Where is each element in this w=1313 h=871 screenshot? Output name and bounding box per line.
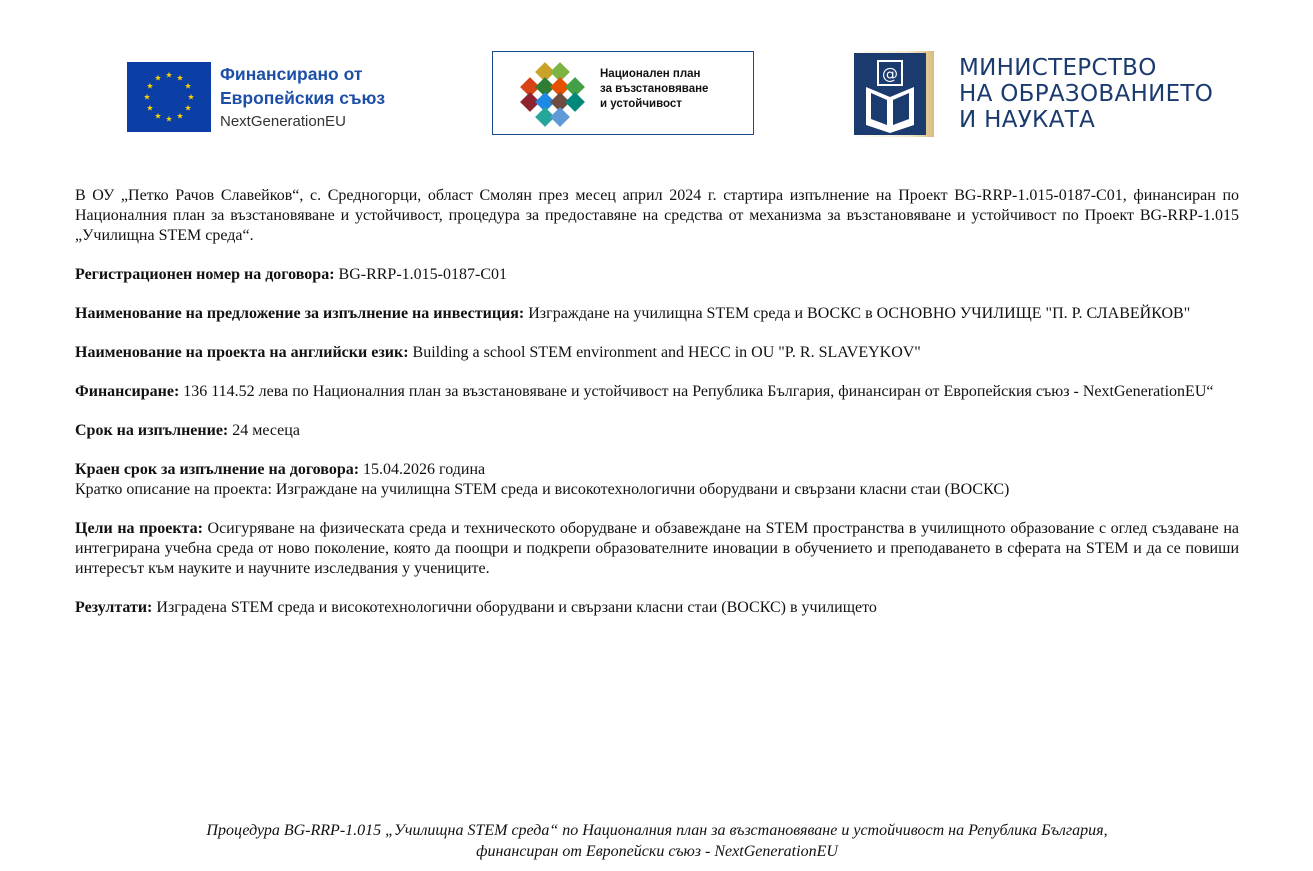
- funding-value: 136 114.52 лева по Националния план за възстановяване и устойчивост на Република България, финансиран от Европейския съюз - NextGenerationEU“: [179, 383, 1214, 400]
- goals-label: Цели на проекта:: [75, 520, 203, 537]
- deadline-label: Краен срок за изпълнение на договора:: [75, 461, 360, 478]
- svg-text:@: @: [882, 64, 898, 83]
- ministry-line3: И НАУКАТА: [959, 107, 1096, 133]
- duration-label: Срок на изпълнение:: [75, 422, 229, 439]
- recovery-plan-logo: [492, 51, 754, 135]
- registration-number: [75, 265, 1239, 285]
- project-info: [75, 186, 1239, 618]
- duration-value: 24 месеца: [228, 422, 300, 439]
- header-logos: [0, 0, 1313, 160]
- results-value: Изградена STEM среда и високотехнологични оборудвани и свързани класни стаи (ВОСКС) в училището: [152, 599, 877, 616]
- ministry-line2: НА ОБРАЗОВАНИЕТО: [959, 81, 1214, 107]
- duration: [75, 421, 1239, 441]
- registration-value: BG-RRP-1.015-0187-C01: [334, 266, 507, 283]
- recovery-plan-line2: за възстановяване: [600, 83, 709, 95]
- eu-logo-line2: Европейския съюз: [220, 88, 386, 108]
- eu-logo-line3: NextGenerationEU: [220, 113, 346, 130]
- procedure-footer: [75, 820, 1239, 862]
- footer-line2: финансиран от Европейски съюз - NextGenerationEU: [476, 843, 838, 860]
- recovery-plan-line1: Национален план: [600, 68, 701, 80]
- ministry-line1: МИНИСТЕРСТВО: [959, 55, 1157, 81]
- proposal-name: [75, 304, 1239, 324]
- ministry-logo-text: [959, 55, 1213, 133]
- eu-flag-icon: [127, 62, 211, 132]
- project-goals: [75, 519, 1239, 579]
- goals-value: Осигуряване на физическата среда и техническото оборудване и обзавеждане на STEM пространства в училищното образование с оглед създаване на интегрирана учебна среда от ново поколение, която да поощри и подкрепи образователните иновации в обучението и преподаването в сферата на STEM и да се повиши интересът към науките и научните изследвания у учениците.: [75, 520, 1239, 577]
- eu-logo-line1: Финансирано от: [220, 64, 363, 84]
- footer-line1: Процедура BG-RRP-1.015 „Училищна STEM среда“ по Националния план за възстановяване и устойчивост на Република България,: [206, 822, 1108, 839]
- recovery-plan-logo-text: [600, 67, 708, 112]
- english-name: [75, 343, 1239, 363]
- funding: [75, 382, 1239, 402]
- results-label: Резултати:: [75, 599, 153, 616]
- registration-label: Регистрационен номер на договора:: [75, 266, 335, 283]
- intro-paragraph: В ОУ „Петко Рачов Славейков“, с. Средногорци, област Смолян през месец април 2024 г. стартира изпълнение на Проект BG-RRP-1.015-0187-C01, финансиран по Националния план за възстановяване и устойчивост, процедура за предоставяне на средства от механизма за възстановяване и устойчивост по Проект BG-RRP-1.015 „Училищна STEM среда“.: [75, 187, 1239, 244]
- ministry-of-education-logo: [852, 51, 1242, 137]
- recovery-plan-line3: и устойчивост: [600, 98, 682, 110]
- deadline-value: 15.04.2026 година: [359, 461, 486, 478]
- project-results: [75, 598, 1239, 618]
- proposal-name-value: Изграждане на училищна STEM среда и ВОСКС в ОСНОВНО УЧИЛИЩЕ "П. Р. СЛАВЕЙКОВ": [524, 305, 1191, 322]
- recovery-plan-mark-icon: [511, 58, 587, 130]
- english-name-value: Building a school STEM environment and HECC in OU "P. R. SLAVEYKOV": [408, 344, 921, 361]
- eu-funding-logo: [127, 60, 397, 135]
- ministry-book-emblem-icon: [852, 51, 934, 137]
- proposal-name-label: Наименование на предложение за изпълнение на инвестиция:: [75, 305, 525, 322]
- eu-logo-text: [220, 62, 385, 134]
- funding-label: Финансиране:: [75, 383, 180, 400]
- english-name-label: Наименование на проекта на английски език:: [75, 344, 409, 361]
- deadline: [75, 460, 1239, 480]
- short-description: Кратко описание на проекта: Изграждане на училищна STEM среда и високотехнологични оборудвани и свързани класни стаи (ВОСКС): [75, 481, 1010, 498]
